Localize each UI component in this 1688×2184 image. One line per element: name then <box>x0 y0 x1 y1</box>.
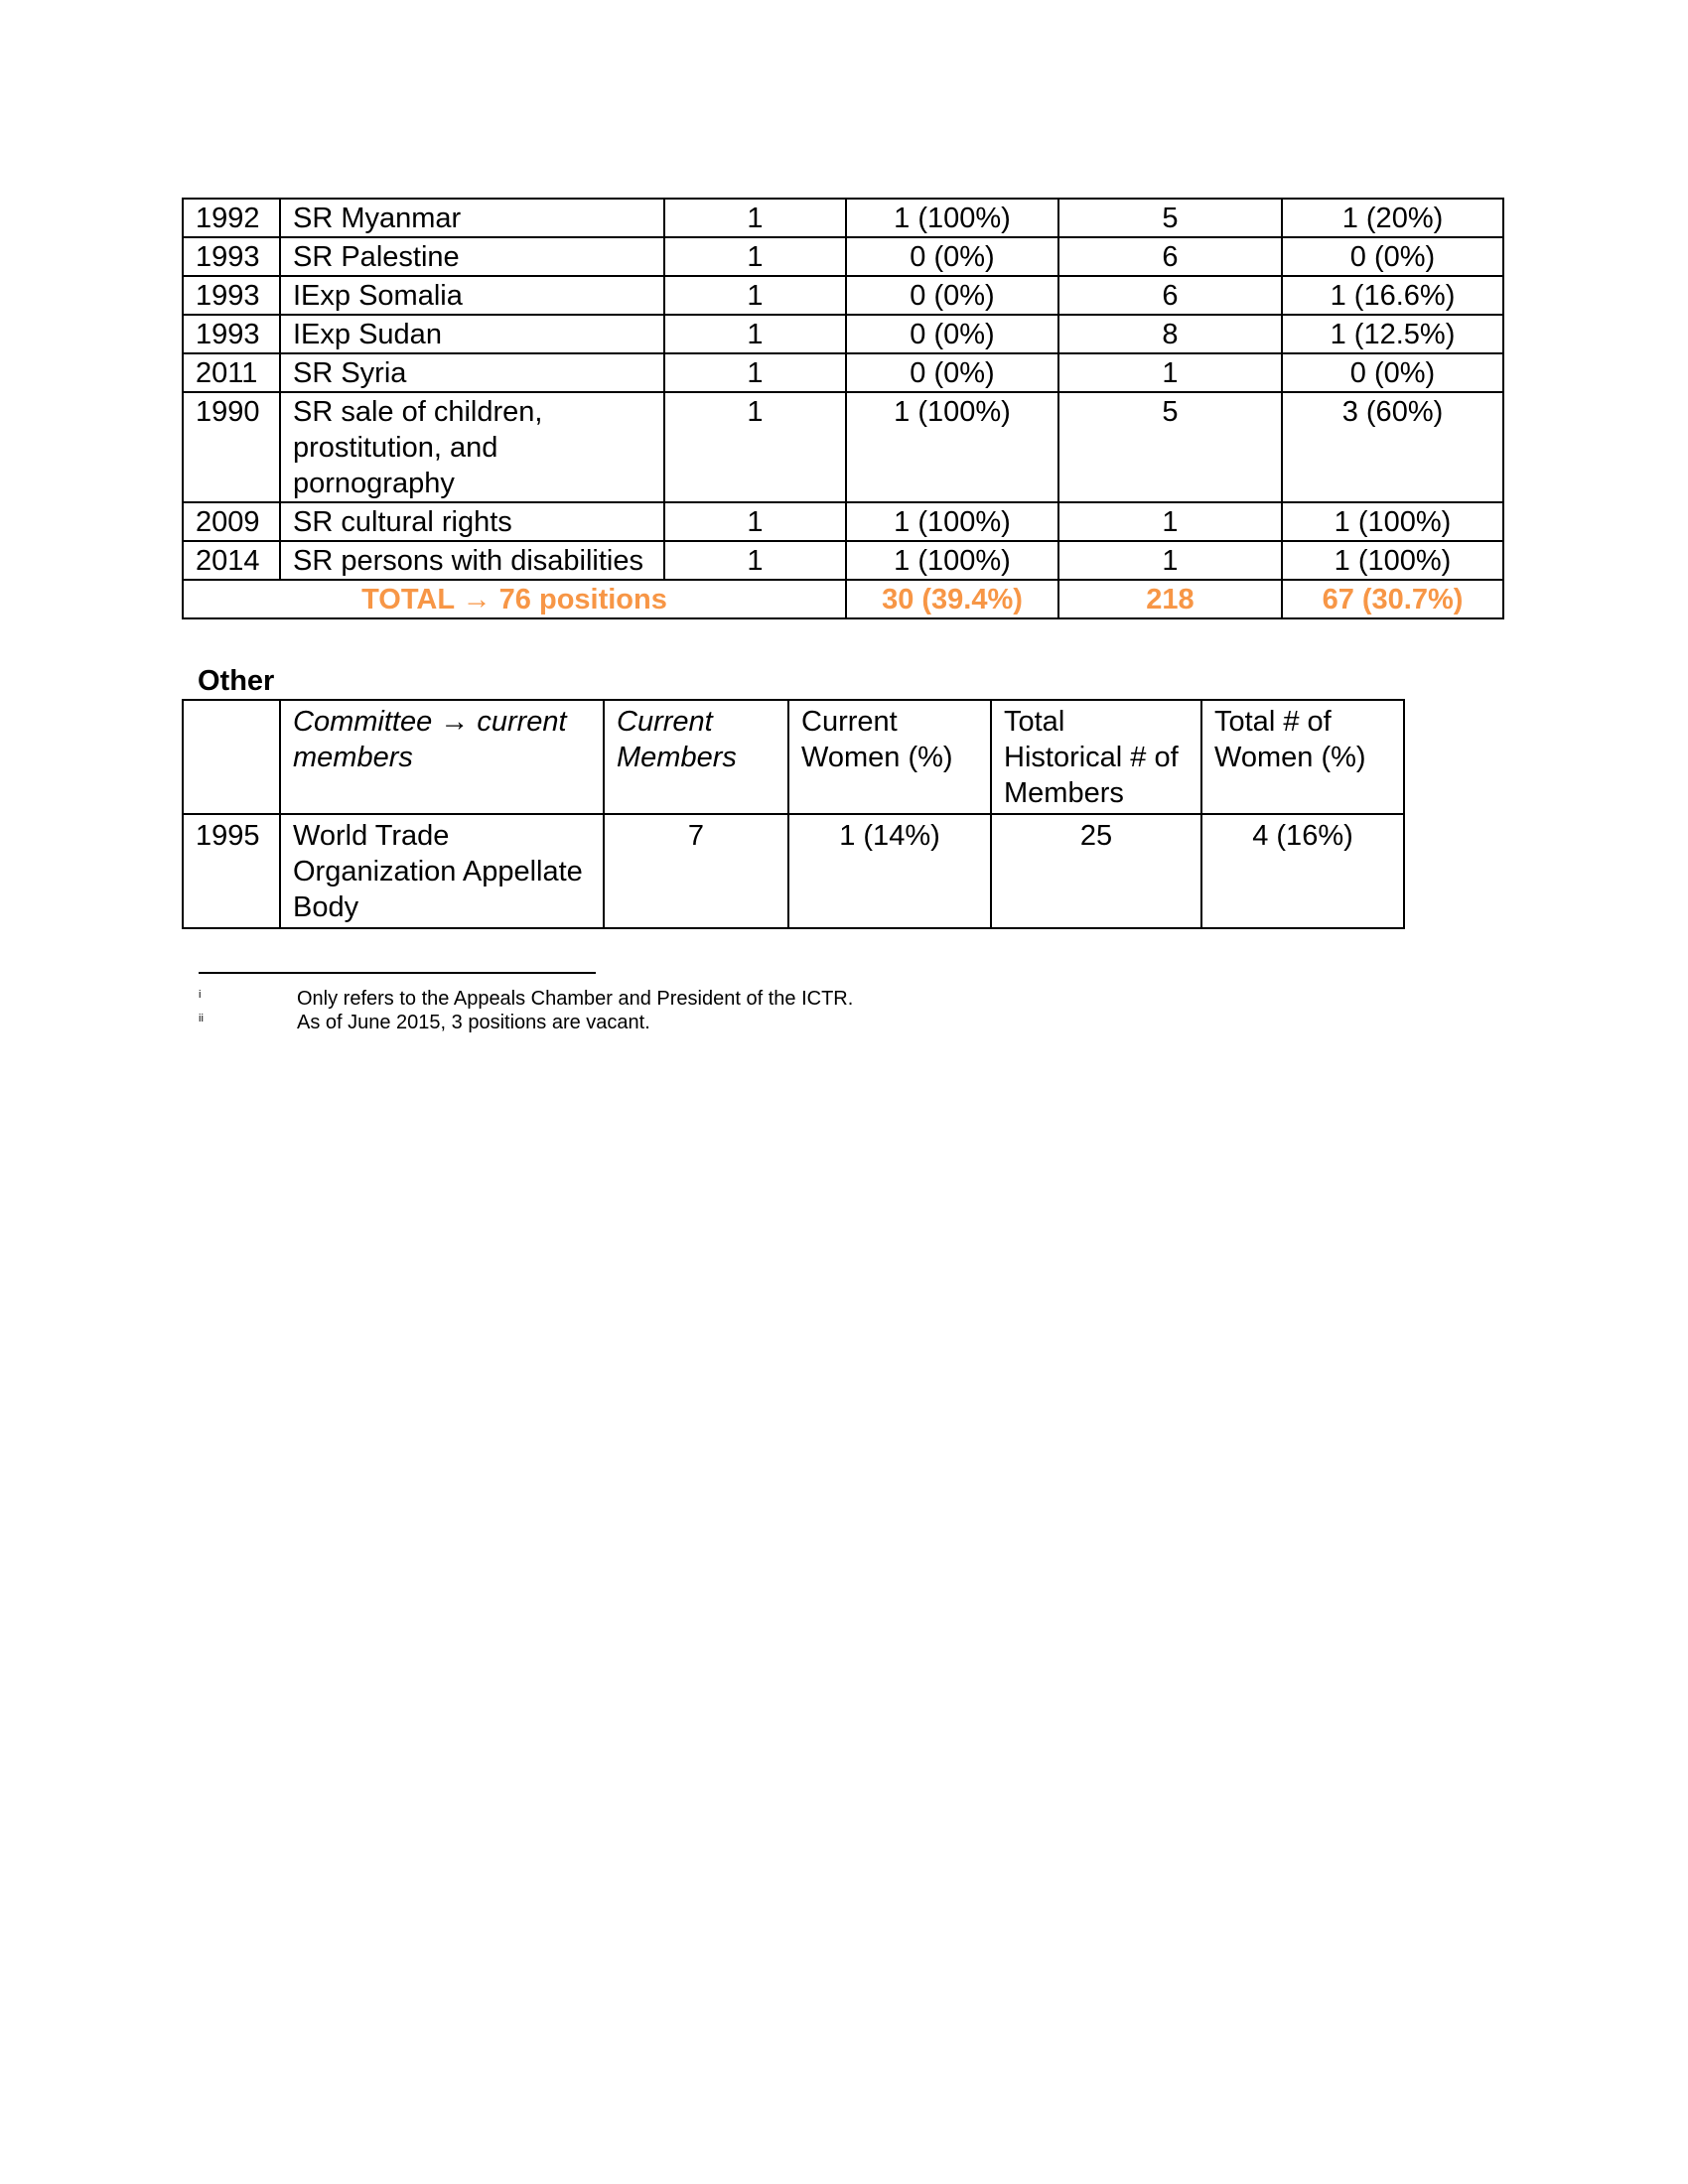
historical-women-cell: 4 (16%) <box>1201 814 1404 928</box>
current-women-cell: 0 (0%) <box>846 353 1058 392</box>
year-cell: 1993 <box>183 237 280 276</box>
historical-women-cell: 1 (100%) <box>1282 502 1503 541</box>
table-row <box>183 814 1404 928</box>
year-header <box>183 700 280 814</box>
current-members-cell: 1 <box>664 199 846 237</box>
other-section-heading: Other <box>198 665 275 697</box>
table-row <box>183 276 1503 315</box>
historical-members-cell: 5 <box>1058 392 1282 502</box>
mandate-name-cell: IExp Sudan <box>280 315 664 353</box>
footnote-mark: ii <box>199 1013 204 1024</box>
footnote-separator <box>199 972 596 974</box>
year-cell: 1990 <box>183 392 280 502</box>
current-members-cell: 7 <box>604 814 788 928</box>
current-women-cell: 1 (100%) <box>846 502 1058 541</box>
historical-members-header: Total Historical # of Members <box>991 700 1201 814</box>
table-row <box>183 315 1503 353</box>
current-women-cell: 0 (0%) <box>846 237 1058 276</box>
current-members-header: Current Members <box>604 700 788 814</box>
mandate-name-cell: SR persons with disabilities <box>280 541 664 580</box>
historical-women-cell: 1 (100%) <box>1282 541 1503 580</box>
current-women-cell: 1 (14%) <box>788 814 991 928</box>
current-women-cell: 1 (100%) <box>846 392 1058 502</box>
mandate-name-cell: SR cultural rights <box>280 502 664 541</box>
table-row <box>183 392 1503 502</box>
historical-women-cell: 1 (16.6%) <box>1282 276 1503 315</box>
current-members-cell: 1 <box>664 502 846 541</box>
total-label: TOTAL → 76 positions <box>183 580 846 618</box>
table-row <box>183 353 1503 392</box>
current-members-cell: 1 <box>664 237 846 276</box>
footnote-text: Only refers to the Appeals Chamber and President of the ICTR. <box>297 988 854 1010</box>
mandate-name-cell: SR Palestine <box>280 237 664 276</box>
year-cell: 2014 <box>183 541 280 580</box>
year-cell: 1992 <box>183 199 280 237</box>
historical-members-cell: 1 <box>1058 541 1282 580</box>
table-row <box>183 237 1503 276</box>
year-cell: 1993 <box>183 315 280 353</box>
total-historical-members: 218 <box>1058 580 1282 618</box>
mandate-name-cell: SR sale of children, prostitution, and pornography <box>280 392 664 502</box>
historical-women-header: Total # of Women (%) <box>1201 700 1404 814</box>
year-cell: 2011 <box>183 353 280 392</box>
historical-women-cell: 1 (20%) <box>1282 199 1503 237</box>
current-women-cell: 1 (100%) <box>846 541 1058 580</box>
committee-header: Committee → current members <box>280 700 604 814</box>
committee-name-cell: World Trade Organization Appellate Body <box>280 814 604 928</box>
historical-members-cell: 1 <box>1058 353 1282 392</box>
historical-members-cell: 1 <box>1058 502 1282 541</box>
total-row <box>183 580 1503 618</box>
mandate-name-cell: SR Myanmar <box>280 199 664 237</box>
current-women-header: Current Women (%) <box>788 700 991 814</box>
current-women-cell: 1 (100%) <box>846 199 1058 237</box>
current-members-cell: 1 <box>664 315 846 353</box>
other-bodies-table <box>182 699 1405 929</box>
year-cell: 1993 <box>183 276 280 315</box>
historical-women-cell: 3 (60%) <box>1282 392 1503 502</box>
footnote-mark: i <box>199 989 202 1001</box>
special-rapporteurs-table <box>182 198 1504 619</box>
historical-women-cell: 0 (0%) <box>1282 237 1503 276</box>
current-women-cell: 0 (0%) <box>846 315 1058 353</box>
historical-members-cell: 6 <box>1058 237 1282 276</box>
current-members-cell: 1 <box>664 392 846 502</box>
historical-women-cell: 0 (0%) <box>1282 353 1503 392</box>
historical-members-cell: 25 <box>991 814 1201 928</box>
historical-members-cell: 6 <box>1058 276 1282 315</box>
total-current-women: 30 (39.4%) <box>846 580 1058 618</box>
header-row <box>183 700 1404 814</box>
current-members-cell: 1 <box>664 353 846 392</box>
historical-members-cell: 8 <box>1058 315 1282 353</box>
year-cell: 1995 <box>183 814 280 928</box>
mandate-name-cell: SR Syria <box>280 353 664 392</box>
historical-members-cell: 5 <box>1058 199 1282 237</box>
footnote-text: As of June 2015, 3 positions are vacant. <box>297 1012 650 1033</box>
current-members-cell: 1 <box>664 541 846 580</box>
table-row <box>183 199 1503 237</box>
year-cell: 2009 <box>183 502 280 541</box>
total-historical-women: 67 (30.7%) <box>1282 580 1503 618</box>
table-row <box>183 502 1503 541</box>
historical-women-cell: 1 (12.5%) <box>1282 315 1503 353</box>
current-members-cell: 1 <box>664 276 846 315</box>
table-row <box>183 541 1503 580</box>
mandate-name-cell: IExp Somalia <box>280 276 664 315</box>
current-women-cell: 0 (0%) <box>846 276 1058 315</box>
